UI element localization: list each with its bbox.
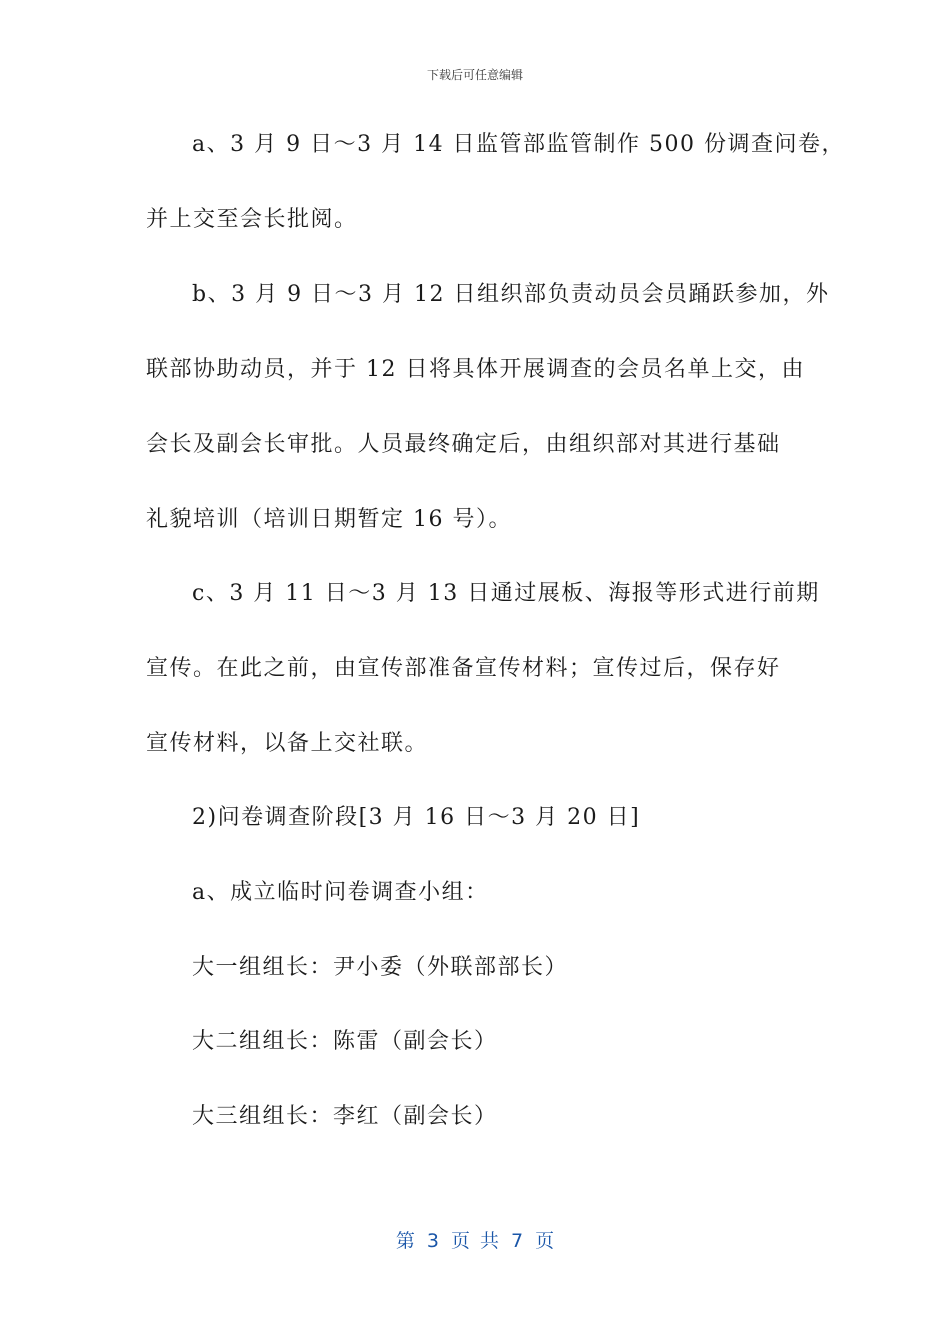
paragraph-c-line-2: 宣传。在此之前，由宣传部准备宣传材料；宣传过后，保存好 — [146, 656, 781, 681]
group-leader-1: 大一组组长：尹小委（外联部部长） — [192, 955, 569, 980]
paragraph-b-line-2: 联部协助动员，并于 12 日将具体开展调查的会员名单上交，由 — [146, 357, 805, 382]
paragraph-b-line-1: b、3 月 9 日～3 月 12 日组织部负责动员会员踊跃参加，外 — [192, 282, 830, 307]
header-note: 下载后可任意编辑 — [426, 68, 523, 82]
paragraph-b-line-3: 会长及副会长审批。人员最终确定后，由组织部对其进行基础 — [146, 432, 781, 457]
total-pages-number: 7 — [511, 1230, 524, 1252]
page-label-mid: 页 共 — [450, 1230, 500, 1252]
paragraph-c-line-1: c、3 月 11 日～3 月 13 日通过展板、海报等形式进行前期 — [192, 581, 820, 606]
page-footer — [0, 1226, 950, 1253]
paragraph-b-line-4: 礼貌培训（培训日期暂定 16 号）。 — [146, 507, 512, 532]
paragraph-a-line-1: a、3 月 9 日～3 月 14 日监管部监管制作 500 份调查问卷， — [192, 132, 846, 157]
group-leader-2: 大二组组长：陈雷（副会长） — [192, 1029, 498, 1054]
paragraph-a-line-2: 并上交至会长批阅。 — [146, 207, 358, 232]
group-leader-3: 大三组组长：李红（副会长） — [192, 1104, 498, 1129]
page-label-suffix: 页 — [535, 1230, 555, 1252]
current-page-number: 3 — [426, 1230, 439, 1252]
paragraph-c-line-3: 宣传材料，以备上交社联。 — [146, 731, 429, 756]
section-heading: 2)问卷调查阶段[3 月 16 日～3 月 20 日] — [192, 805, 641, 830]
group-intro: a、成立临时问卷调查小组： — [192, 880, 489, 905]
page-label-prefix: 第 — [395, 1230, 415, 1252]
